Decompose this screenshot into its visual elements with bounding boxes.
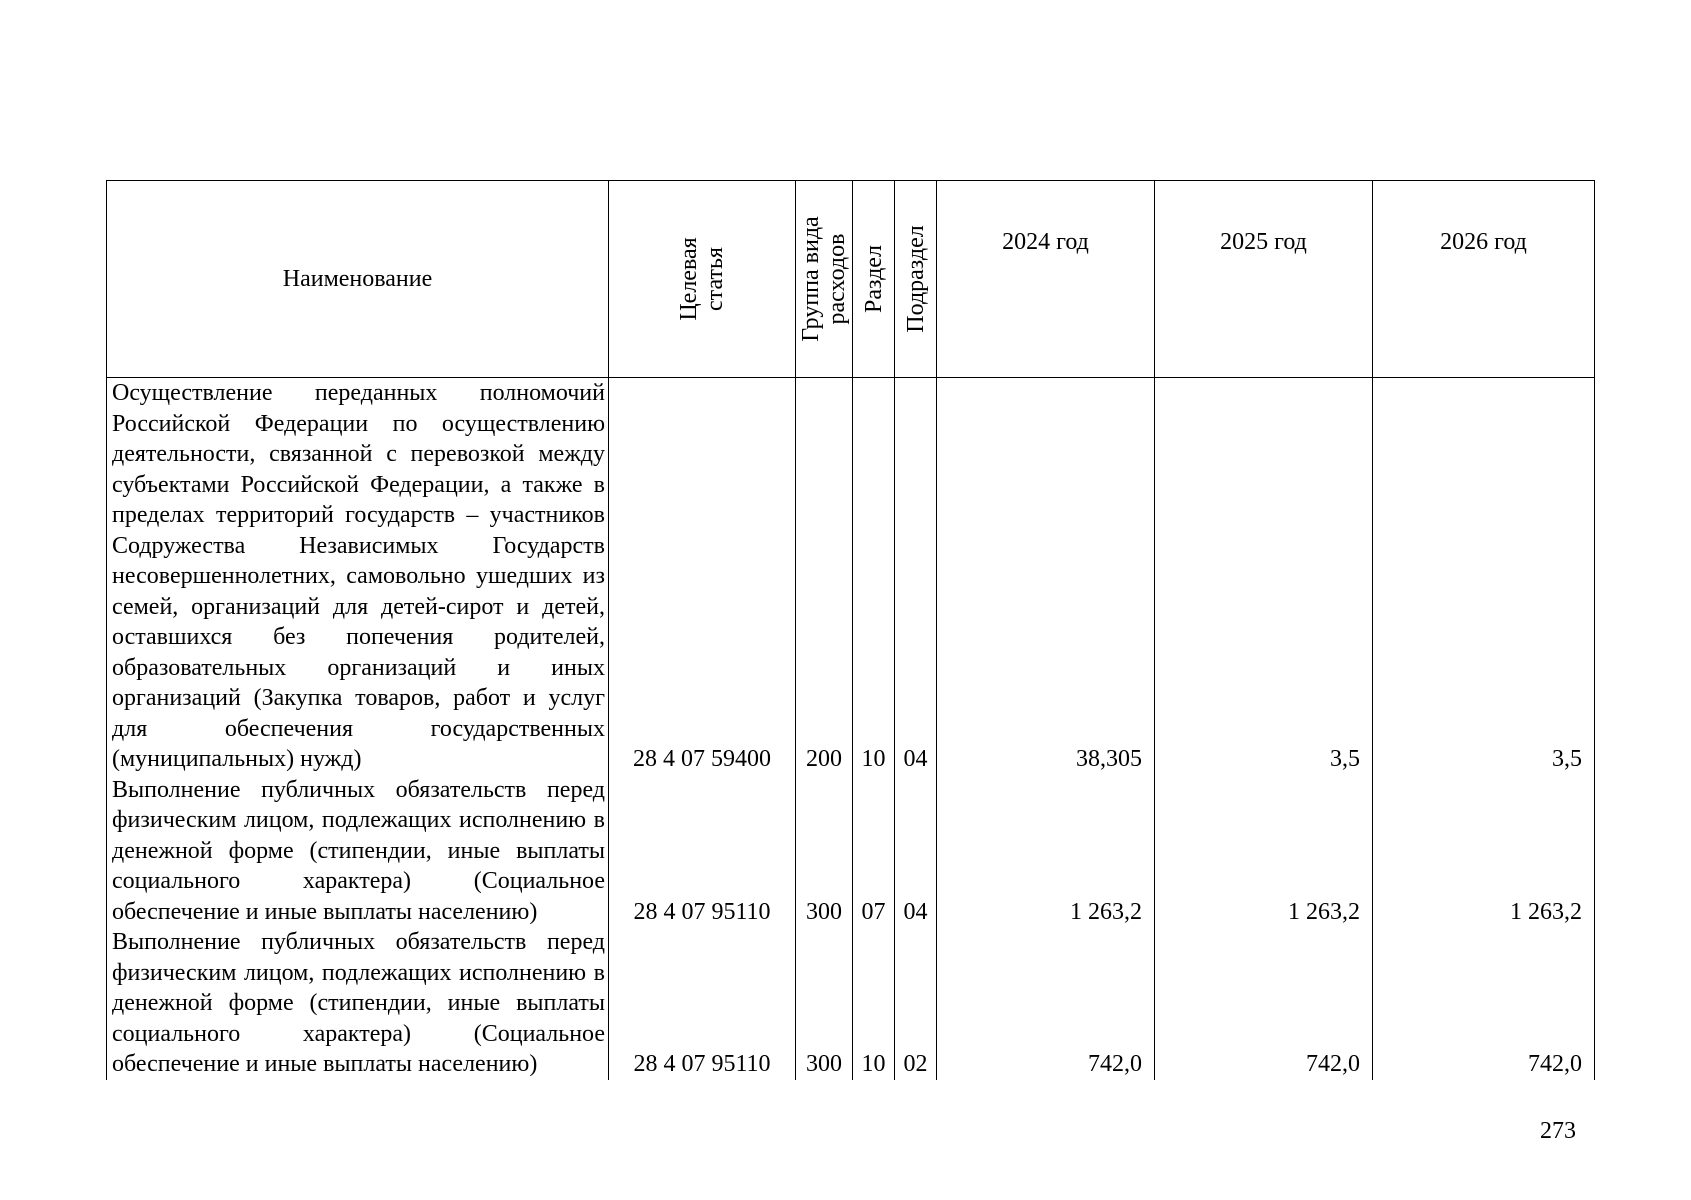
row-group: 200 [796, 378, 853, 775]
header-subsection [895, 181, 937, 378]
row-subsection: 02 [895, 927, 937, 1080]
header-target [609, 181, 796, 378]
header-year-2025: 2025 год [1155, 181, 1373, 378]
row-value-2026: 3,5 [1373, 378, 1595, 775]
row-subsection: 04 [895, 378, 937, 775]
row-value-2024: 38,305 [937, 378, 1155, 775]
header-row [107, 181, 1595, 378]
header-group-line2: расходов [824, 233, 850, 325]
header-year-2026: 2026 год [1373, 181, 1595, 378]
row-group: 300 [796, 775, 853, 928]
header-section-label: Раздел [860, 245, 887, 313]
row-name: Выполнение публичных обязательств перед физическим лицом, подлежащих исполнению в денежной форме (стипендии, иные выплаты социального характера) (Социальное обеспечение и иные выплаты населению) [107, 927, 609, 1080]
row-section: 10 [853, 378, 895, 775]
row-target: 28 4 07 95110 [609, 775, 796, 928]
row-target: 28 4 07 59400 [609, 378, 796, 775]
row-target: 28 4 07 95110 [609, 927, 796, 1080]
header-target-line1: Целевая [676, 237, 702, 321]
row-value-2025: 3,5 [1155, 378, 1373, 775]
row-value-2024: 1 263,2 [937, 775, 1155, 928]
row-group: 300 [796, 927, 853, 1080]
header-target-line2: статья [702, 247, 728, 311]
row-subsection: 04 [895, 775, 937, 928]
row-name: Осуществление переданных полномочий Российской Федерации по осуществлению деятельности, связанной с перевозкой между субъектами Российской Федерации, а также в пределах территорий государств – участников Содружества Независимых Государств несовершеннолетних, самовольно ушедших из семей, организаций для детей-сирот и детей, оставшихся без попечения родителей, образовательных организаций и иных организаций (Закупка товаров, работ и услуг для обеспечения государственных (муниципальных) нужд) [107, 378, 609, 775]
row-value-2026: 742,0 [1373, 927, 1595, 1080]
row-section: 10 [853, 927, 895, 1080]
header-group [796, 181, 853, 378]
row-value-2024: 742,0 [937, 927, 1155, 1080]
header-year-2024: 2024 год [937, 181, 1155, 378]
header-section [853, 181, 895, 378]
header-name: Наименование [107, 181, 609, 378]
budget-table [106, 180, 1595, 1080]
table-row [107, 775, 1595, 928]
row-value-2026: 1 263,2 [1373, 775, 1595, 928]
table-row [107, 378, 1595, 775]
row-value-2025: 1 263,2 [1155, 775, 1373, 928]
header-group-line1: Группа вида [798, 216, 824, 342]
row-value-2025: 742,0 [1155, 927, 1373, 1080]
page-number: 273 [1540, 1118, 1576, 1144]
row-section: 07 [853, 775, 895, 928]
header-subsection-label: Подраздел [902, 225, 929, 333]
table-row [107, 927, 1595, 1080]
row-name: Выполнение публичных обязательств перед физическим лицом, подлежащих исполнению в денежной форме (стипендии, иные выплаты социального характера) (Социальное обеспечение и иные выплаты населению) [107, 775, 609, 928]
